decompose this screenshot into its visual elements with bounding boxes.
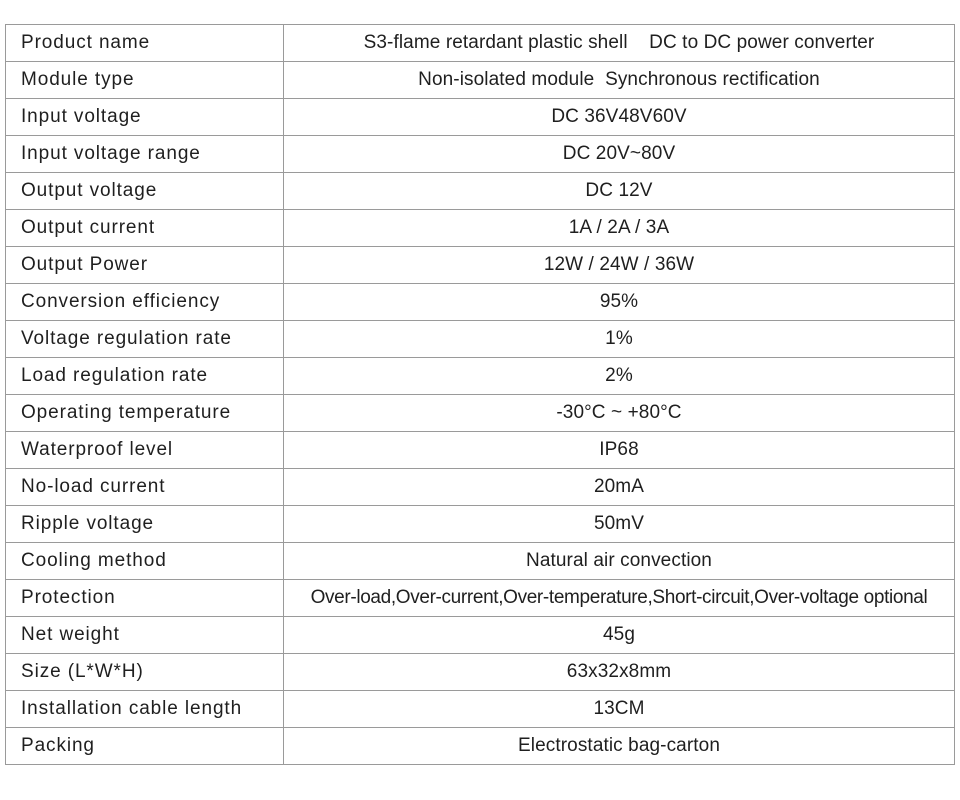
row-label: Size (L*W*H) <box>6 654 284 691</box>
row-label: Output Power <box>6 247 284 284</box>
row-value: 95% <box>284 284 955 321</box>
row-value: DC 20V~80V <box>284 136 955 173</box>
table-row <box>6 395 955 432</box>
table-row <box>6 210 955 247</box>
row-label: Voltage regulation rate <box>6 321 284 358</box>
table-row <box>6 136 955 173</box>
row-value: 50mV <box>284 506 955 543</box>
table-row <box>6 654 955 691</box>
table-row <box>6 247 955 284</box>
row-value: Electrostatic bag-carton <box>284 728 955 765</box>
table-row <box>6 469 955 506</box>
row-value: S3-flame retardant plastic shell DC to DC power converter <box>284 25 955 62</box>
table-row <box>6 506 955 543</box>
row-value: 12W / 24W / 36W <box>284 247 955 284</box>
row-value: 1A / 2A / 3A <box>284 210 955 247</box>
spec-table <box>5 24 955 765</box>
row-label: Module type <box>6 62 284 99</box>
row-label: Cooling method <box>6 543 284 580</box>
row-label: Installation cable length <box>6 691 284 728</box>
table-row <box>6 728 955 765</box>
table-row <box>6 580 955 617</box>
row-value: Non-isolated module Synchronous rectification <box>284 62 955 99</box>
row-label: Input voltage range <box>6 136 284 173</box>
row-value: 20mA <box>284 469 955 506</box>
row-value: -30°C ~ +80°C <box>284 395 955 432</box>
row-value: 1% <box>284 321 955 358</box>
row-label: No-load current <box>6 469 284 506</box>
table-row <box>6 691 955 728</box>
row-value: Natural air convection <box>284 543 955 580</box>
row-value: 13CM <box>284 691 955 728</box>
table-row <box>6 284 955 321</box>
row-label: Conversion efficiency <box>6 284 284 321</box>
table-row <box>6 358 955 395</box>
row-value: DC 12V <box>284 173 955 210</box>
table-row <box>6 543 955 580</box>
row-label: Output voltage <box>6 173 284 210</box>
table-row <box>6 99 955 136</box>
row-label: Load regulation rate <box>6 358 284 395</box>
row-label: Net weight <box>6 617 284 654</box>
row-value: Over-load,Over-current,Over-temperature,Short-circuit,Over-voltage optional <box>284 580 955 617</box>
row-value: 2% <box>284 358 955 395</box>
row-value: 45g <box>284 617 955 654</box>
table-row <box>6 25 955 62</box>
table-row <box>6 617 955 654</box>
row-label: Product name <box>6 25 284 62</box>
row-label: Protection <box>6 580 284 617</box>
row-label: Ripple voltage <box>6 506 284 543</box>
table-row <box>6 173 955 210</box>
row-value: 63x32x8mm <box>284 654 955 691</box>
row-value: DC 36V48V60V <box>284 99 955 136</box>
row-label: Output current <box>6 210 284 247</box>
row-label: Input voltage <box>6 99 284 136</box>
table-row <box>6 62 955 99</box>
row-label: Packing <box>6 728 284 765</box>
row-value: IP68 <box>284 432 955 469</box>
row-label: Operating temperature <box>6 395 284 432</box>
row-label: Waterproof level <box>6 432 284 469</box>
table-row <box>6 321 955 358</box>
table-row <box>6 432 955 469</box>
